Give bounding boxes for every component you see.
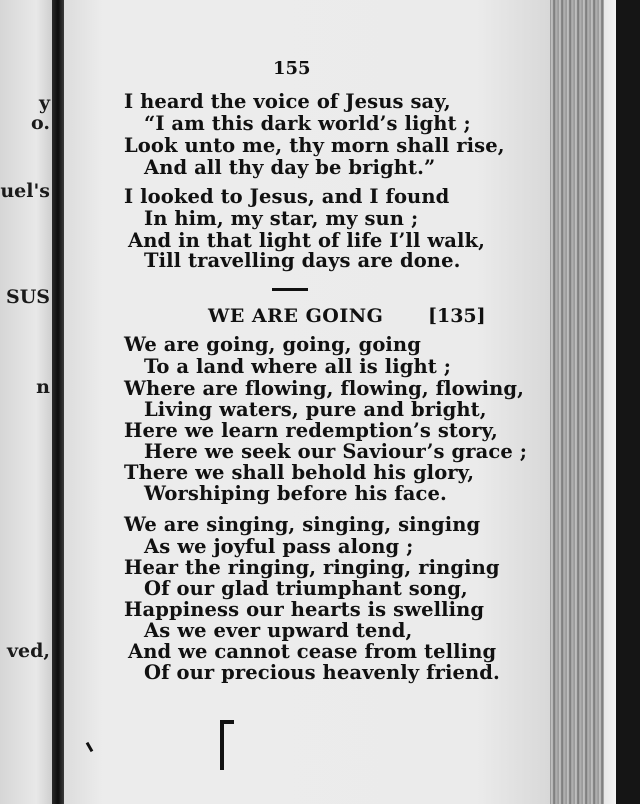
- book-gutter: [52, 0, 64, 804]
- verse-line: As we ever upward tend,: [144, 619, 413, 642]
- verse-line: There we shall behold his glory,: [124, 461, 475, 484]
- page-number: 155: [273, 58, 311, 79]
- prev-page-fragment: n: [36, 376, 50, 398]
- prev-page-fragment: o.: [31, 112, 50, 134]
- verse-line: And we cannot cease from telling: [128, 640, 497, 663]
- verse-line: I heard the voice of Jesus say,: [124, 90, 451, 113]
- verse-line: Look unto me, thy morn shall rise,: [124, 134, 505, 157]
- ink-mark: [220, 720, 234, 724]
- book-cover-edge: [604, 0, 616, 804]
- verse-line: Worshiping before his face.: [144, 482, 447, 505]
- verse-line: We are singing, singing, singing: [124, 513, 481, 536]
- book-page: [64, 0, 550, 804]
- ink-mark: [86, 742, 94, 752]
- verse-line: Where are flowing, flowing, flowing,: [124, 377, 525, 400]
- ink-mark: [220, 720, 224, 770]
- prev-page-fragment: SUS: [5, 286, 50, 308]
- verse-line: I looked to Jesus, and I found: [124, 185, 450, 208]
- verse-line: Happiness our hearts is swelling: [124, 598, 485, 621]
- verse-line: We are going, going, going: [124, 333, 421, 356]
- previous-page-edge: [0, 0, 52, 804]
- verse-line: Here we seek our Saviour’s grace ;: [144, 440, 528, 463]
- prev-page-fragment: uel's: [0, 180, 50, 202]
- verse-line: Of our glad triumphant song,: [144, 577, 468, 600]
- verse-line: And all thy day be bright.”: [144, 156, 436, 179]
- hymn-number: [135]: [428, 305, 486, 327]
- verse-line: Here we learn redemption’s story,: [124, 419, 498, 442]
- verse-line: As we joyful pass along ;: [144, 535, 414, 558]
- verse-line: Living waters, pure and bright,: [144, 398, 487, 421]
- background: [616, 0, 640, 804]
- verse-line: And in that light of life I’ll walk,: [128, 229, 485, 252]
- verse-line: In him, my star, my sun ;: [144, 207, 419, 230]
- verse-line: Of our precious heavenly friend.: [144, 661, 500, 684]
- page-edges: [550, 0, 616, 804]
- verse-line: Hear the ringing, ringing, ringing: [124, 556, 500, 579]
- hymn-title: WE ARE GOING: [208, 305, 384, 327]
- prev-page-fragment: y: [38, 92, 50, 114]
- section-divider: [272, 288, 308, 291]
- prev-page-fragment: ved,: [6, 640, 50, 662]
- verse-line: Till travelling days are done.: [144, 249, 461, 272]
- verse-line: To a land where all is light ;: [144, 355, 452, 378]
- verse-line: “I am this dark world’s light ;: [144, 112, 471, 135]
